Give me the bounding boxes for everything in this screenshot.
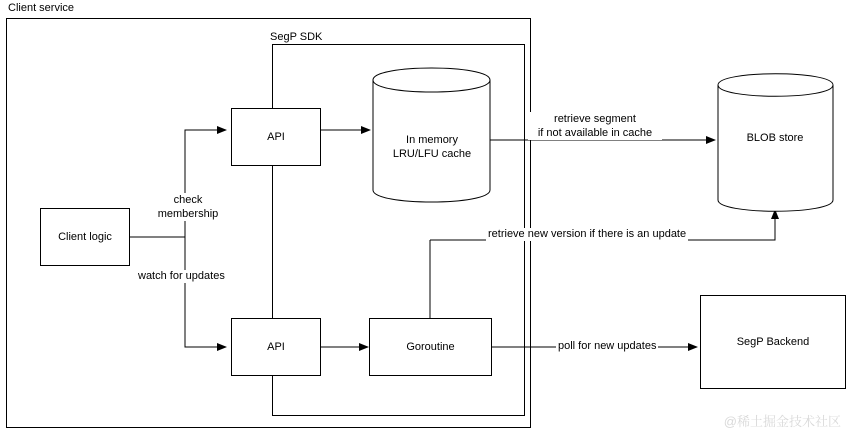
edge-label-poll-for-new-updates: poll for new updates [558,340,657,352]
node-api-bottom-label: API [267,341,285,353]
edge-label-retrieve-new-version: retrieve new version if there is an update [488,228,687,240]
edge-label-check-membership [140,193,236,221]
node-segp-backend-label: SegP Backend [736,336,810,348]
edge-label-retrieve-segment-line1: retrieve segment [554,113,636,125]
edge-clientlogic-api-bottom [185,237,226,347]
edge-label-check-membership-line1: check [173,194,203,206]
container-label-segp-sdk: SegP SDK [270,31,323,43]
node-api-bottom[interactable] [231,318,321,376]
node-api-top-label: API [267,131,285,143]
edge-label-watch-for-updates: watch for updates [138,270,225,282]
edge-label-retrieve-segment-line2: if not available in cache [537,127,653,139]
blob-store-label: BLOB store [746,132,804,144]
node-client-logic-label: Client logic [58,231,112,243]
edge-label-retrieve-segment [528,112,662,140]
cache-label-line2: LRU/LFU cache [392,148,472,160]
container-label-client-service: Client service [8,2,75,14]
watermark: @稀土掘金技术社区 [723,414,841,429]
edge-label-check-membership-line2: membership [157,208,219,220]
node-goroutine[interactable] [369,318,492,376]
cache-label [372,133,492,161]
node-segp-backend[interactable] [700,295,846,389]
node-api-top[interactable] [231,108,321,166]
node-client-logic[interactable] [40,208,130,266]
cache-label-line1: In memory [406,134,458,146]
node-goroutine-label: Goroutine [406,341,455,353]
